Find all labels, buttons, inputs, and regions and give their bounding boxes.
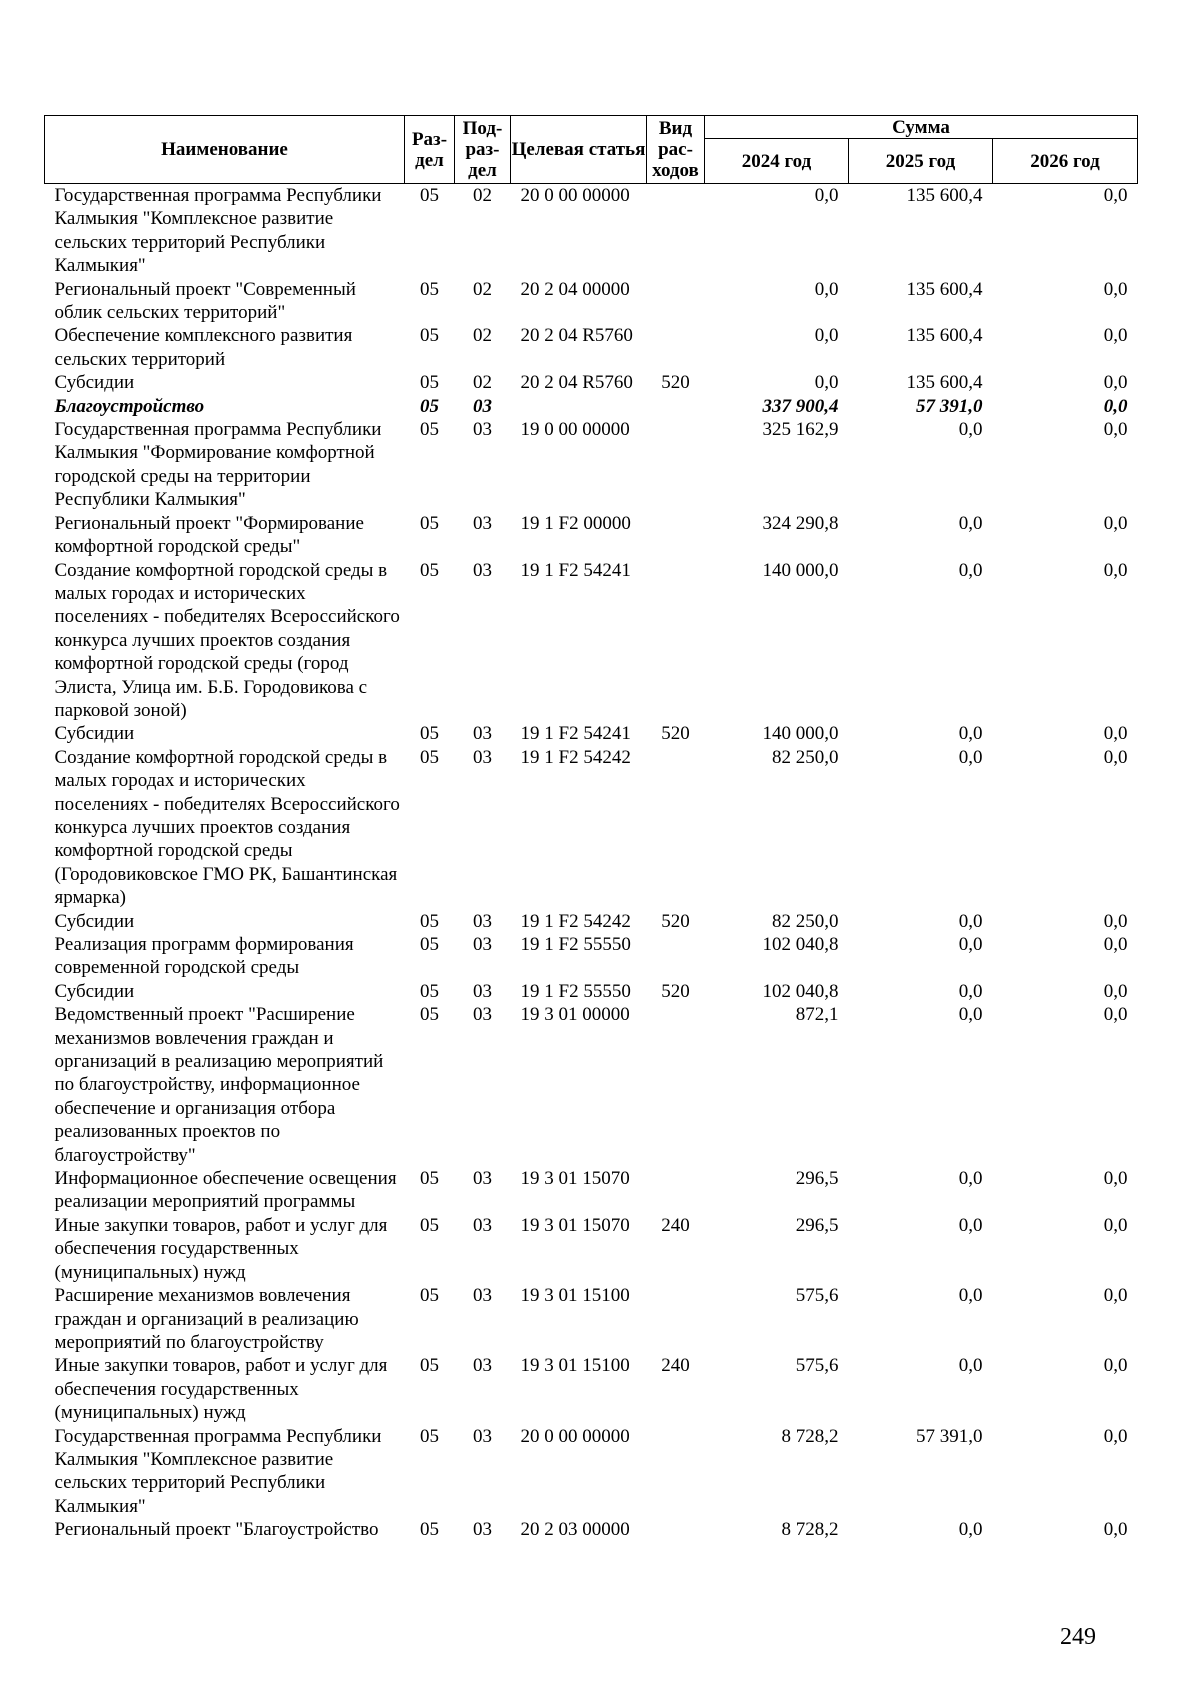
row-vid-raskhodov xyxy=(647,278,705,325)
row-sum-2026: 0,0 xyxy=(1103,746,1128,768)
row-name: Иные закупки товаров, работ и услуг для обеспечения государственных (муниципальных) нужд xyxy=(54,1214,388,1283)
row-sum-2025: 135 600,4 xyxy=(906,185,983,206)
row-sum-2026: 0,0 xyxy=(1103,419,1128,441)
header-podrazdel xyxy=(455,116,511,184)
row-name: Региональный проект "Современный облик сельских территорий" xyxy=(54,278,356,324)
row-sum-2026: 0,0 xyxy=(1103,1168,1128,1190)
row-celevaya-statya: 19 1 F2 54242 xyxy=(520,910,631,932)
table-row xyxy=(45,184,1138,278)
row-celevaya-statya: 19 1 F2 00000 xyxy=(520,512,631,534)
row-sum-2026: 0,0 xyxy=(1103,1004,1128,1026)
table-row xyxy=(45,278,1138,325)
row-celevaya-statya: 20 0 00 00000 xyxy=(520,1425,630,1447)
row-podrazdel: 03 xyxy=(473,1355,492,1377)
row-razdel: 05 xyxy=(420,1004,439,1026)
row-celevaya-statya: 20 2 04 R5760 xyxy=(520,372,633,394)
row-sum-2024: 296,5 xyxy=(795,1168,839,1190)
table-row xyxy=(45,980,1138,1003)
row-podrazdel: 03 xyxy=(473,934,492,955)
row-sum-2025: 57 391,0 xyxy=(916,1425,983,1447)
table-row xyxy=(45,1354,1138,1424)
table-row xyxy=(45,371,1138,394)
table-row xyxy=(45,324,1138,371)
table-row xyxy=(45,910,1138,933)
table-row xyxy=(45,1003,1138,1167)
row-razdel: 05 xyxy=(420,746,439,768)
row-sum-2026: 0,0 xyxy=(1103,934,1128,955)
row-name: Субсидии xyxy=(54,723,135,745)
header-podrazdel-text: Под-раз-дел xyxy=(462,118,503,181)
row-sum-2025: 0,0 xyxy=(958,723,983,745)
row-razdel: 05 xyxy=(420,395,439,417)
row-vid-raskhodov: 520 xyxy=(661,980,690,1002)
table-row xyxy=(45,1214,1138,1284)
row-sum-2026: 0,0 xyxy=(1103,372,1128,394)
table-row xyxy=(45,1284,1138,1354)
table-row xyxy=(45,559,1138,723)
row-sum-2025: 0,0 xyxy=(958,559,983,581)
header-year-2024: 2024 год xyxy=(705,139,849,184)
row-celevaya-statya: 19 3 01 00000 xyxy=(520,1004,630,1026)
row-celevaya-statya: 19 1 F2 55550 xyxy=(520,934,631,955)
row-sum-2024: 575,6 xyxy=(795,1285,839,1307)
table-header xyxy=(45,116,1138,184)
row-sum-2025: 0,0 xyxy=(958,1004,983,1026)
row-sum-2024: 0,0 xyxy=(814,185,839,206)
row-celevaya-statya: 19 3 01 15070 xyxy=(520,1214,630,1236)
row-sum-2024: 324 290,8 xyxy=(762,512,839,534)
row-podrazdel: 02 xyxy=(473,278,492,300)
row-sum-2025: 0,0 xyxy=(958,980,983,1002)
row-name: Ведомственный проект "Расширение механизмов вовлечения граждан и организаций в реализацию мероприятий по благоустройству, информационное обеспечение и организация отбора реализованных проектов по благоустройству" xyxy=(54,1004,384,1166)
row-sum-2025: 0,0 xyxy=(958,910,983,932)
row-sum-2025: 135 600,4 xyxy=(906,325,983,347)
table-row xyxy=(45,1518,1138,1541)
table-body xyxy=(45,184,1138,1542)
row-vid-raskhodov xyxy=(647,1284,705,1354)
row-razdel: 05 xyxy=(420,559,439,581)
row-razdel: 05 xyxy=(420,934,439,955)
table-row xyxy=(45,1167,1138,1214)
row-celevaya-statya: 19 3 01 15100 xyxy=(520,1285,630,1307)
row-name: Иные закупки товаров, работ и услуг для обеспечения государственных (муниципальных) нужд xyxy=(54,1355,388,1424)
row-celevaya-statya: 19 1 F2 54241 xyxy=(520,723,631,745)
row-sum-2025: 135 600,4 xyxy=(906,278,983,300)
table-row xyxy=(45,722,1138,745)
row-vid-raskhodov xyxy=(647,746,705,910)
row-celevaya-statya: 20 0 00 00000 xyxy=(520,185,630,206)
header-razdel-text: Раз-дел xyxy=(411,128,448,171)
row-name: Субсидии xyxy=(54,372,135,394)
header-razdel xyxy=(405,116,455,184)
row-podrazdel: 03 xyxy=(473,1425,492,1447)
table-row xyxy=(45,1425,1138,1519)
row-sum-2024: 8 728,2 xyxy=(781,1425,839,1447)
row-sum-2024: 82 250,0 xyxy=(772,910,839,932)
row-razdel: 05 xyxy=(420,980,439,1002)
row-sum-2024: 337 900,4 xyxy=(762,395,839,417)
row-sum-2024: 0,0 xyxy=(814,278,839,300)
row-podrazdel: 03 xyxy=(473,1214,492,1236)
row-podrazdel: 03 xyxy=(473,419,492,441)
header-name: Наименование xyxy=(45,116,405,184)
row-podrazdel: 03 xyxy=(473,980,492,1002)
row-sum-2026: 0,0 xyxy=(1103,723,1128,745)
row-celevaya-statya: 19 0 00 00000 xyxy=(520,419,630,441)
row-vid-raskhodov: 240 xyxy=(661,1355,690,1377)
row-sum-2026: 0,0 xyxy=(1103,395,1128,417)
row-razdel: 05 xyxy=(420,910,439,932)
row-name: Информационное обеспечение освещения реализации мероприятий программы xyxy=(54,1168,397,1213)
table-row xyxy=(45,418,1138,512)
row-sum-2026: 0,0 xyxy=(1103,512,1128,534)
header-summa: Сумма xyxy=(705,116,1138,139)
row-sum-2026: 0,0 xyxy=(1103,325,1128,347)
row-vid-raskhodov xyxy=(647,418,705,512)
row-podrazdel: 03 xyxy=(473,1519,492,1541)
row-vid-raskhodov: 520 xyxy=(661,723,690,745)
row-sum-2026: 0,0 xyxy=(1103,980,1128,1002)
row-sum-2024: 8 728,2 xyxy=(781,1519,839,1541)
row-sum-2026: 0,0 xyxy=(1103,185,1128,206)
row-name: Создание комфортной городской среды в малых городах и исторических поселениях - победителях Всероссийского конкурса лучших проектов создания комфортной городской среды (Городовиковское ГМО РК, Башантинская ярмарка) xyxy=(54,746,400,909)
row-sum-2025: 0,0 xyxy=(958,1214,983,1236)
row-sum-2025: 0,0 xyxy=(958,1519,983,1541)
table-row xyxy=(45,395,1138,418)
row-name: Региональный проект "Благоустройство xyxy=(54,1519,379,1541)
row-podrazdel: 03 xyxy=(473,512,492,534)
row-sum-2024: 102 040,8 xyxy=(762,934,839,955)
row-vid-raskhodov: 520 xyxy=(661,910,690,932)
row-sum-2025: 135 600,4 xyxy=(906,372,983,394)
row-sum-2025: 0,0 xyxy=(958,1285,983,1307)
row-sum-2024: 82 250,0 xyxy=(772,746,839,768)
row-sum-2025: 0,0 xyxy=(958,512,983,534)
row-sum-2025: 0,0 xyxy=(958,419,983,441)
row-podrazdel: 03 xyxy=(473,395,492,417)
row-sum-2024: 140 000,0 xyxy=(762,723,839,745)
row-razdel: 05 xyxy=(420,1425,439,1447)
header-vid-text: Вид рас-ходов xyxy=(652,118,699,181)
row-sum-2024: 0,0 xyxy=(814,325,839,347)
table-row xyxy=(45,512,1138,559)
row-sum-2026: 0,0 xyxy=(1103,1285,1128,1307)
row-vid-raskhodov xyxy=(647,1167,705,1214)
row-name: Региональный проект "Формирование комфортной городской среды" xyxy=(54,512,364,558)
row-sum-2025: 0,0 xyxy=(958,934,983,955)
row-vid-raskhodov xyxy=(647,1425,705,1519)
row-celevaya-statya: 19 1 F2 54242 xyxy=(520,746,631,768)
row-celevaya-statya: 19 3 01 15070 xyxy=(520,1168,630,1190)
row-sum-2024: 0,0 xyxy=(814,372,839,394)
row-podrazdel: 03 xyxy=(473,1004,492,1026)
row-name: Благоустройство xyxy=(54,395,205,417)
row-vid-raskhodov xyxy=(647,1003,705,1167)
row-sum-2026: 0,0 xyxy=(1103,910,1128,932)
page-number: 249 xyxy=(1060,1624,1096,1650)
table-row xyxy=(45,933,1138,980)
row-sum-2024: 296,5 xyxy=(795,1214,839,1236)
row-sum-2026: 0,0 xyxy=(1103,278,1128,300)
row-celevaya-statya: 19 1 F2 54241 xyxy=(520,559,631,581)
row-podrazdel: 02 xyxy=(473,372,492,394)
row-vid-raskhodov: 520 xyxy=(661,372,690,394)
row-vid-raskhodov xyxy=(647,933,705,980)
table-row xyxy=(45,746,1138,910)
row-sum-2024: 325 162,9 xyxy=(762,419,839,441)
row-sum-2025: 0,0 xyxy=(958,1168,983,1190)
row-razdel: 05 xyxy=(420,512,439,534)
row-celevaya-statya: 20 2 04 R5760 xyxy=(520,325,633,347)
row-celevaya-statya: 19 1 F2 55550 xyxy=(520,980,631,1002)
row-razdel: 05 xyxy=(420,325,439,347)
row-name: Субсидии xyxy=(54,910,135,932)
row-sum-2025: 0,0 xyxy=(958,746,983,768)
row-sum-2026: 0,0 xyxy=(1103,1425,1128,1447)
row-vid-raskhodov xyxy=(647,559,705,723)
row-razdel: 05 xyxy=(420,1214,439,1236)
header-celevaya: Целевая статья xyxy=(511,116,647,184)
row-sum-2024: 872,1 xyxy=(795,1004,839,1026)
header-year-2026: 2026 год xyxy=(993,139,1138,184)
budget-table xyxy=(44,115,1138,1542)
row-name: Субсидии xyxy=(54,980,135,1002)
row-vid-raskhodov xyxy=(647,512,705,559)
row-podrazdel: 03 xyxy=(473,559,492,581)
row-celevaya-statya: 20 2 04 00000 xyxy=(520,278,630,300)
row-sum-2024: 140 000,0 xyxy=(762,559,839,581)
row-sum-2026: 0,0 xyxy=(1103,559,1128,581)
row-razdel: 05 xyxy=(420,278,439,300)
row-name: Реализация программ формирования современной городской среды xyxy=(54,934,354,979)
row-podrazdel: 02 xyxy=(473,325,492,347)
row-razdel: 05 xyxy=(420,1519,439,1541)
row-sum-2025: 0,0 xyxy=(958,1355,983,1377)
row-razdel: 05 xyxy=(420,1285,439,1307)
row-sum-2026: 0,0 xyxy=(1103,1355,1128,1377)
row-podrazdel: 03 xyxy=(473,910,492,932)
row-name: Государственная программа Республики Калмыкия "Комплексное развитие сельских территорий Республики Калмыкия" xyxy=(54,1425,382,1517)
row-vid-raskhodov xyxy=(647,324,705,371)
row-name: Государственная программа Республики Калмыкия "Комплексное развитие сельских территорий Республики Калмыкия" xyxy=(54,185,382,277)
header-vid xyxy=(647,116,705,184)
row-celevaya-statya xyxy=(511,395,647,418)
header-year-2025: 2025 год xyxy=(849,139,993,184)
row-celevaya-statya: 19 3 01 15100 xyxy=(520,1355,630,1377)
row-name: Создание комфортной городской среды в малых городах и исторических поселениях - победителях Всероссийского конкурса лучших проектов создания комфортной городской среды (город Элиста, Улица им. Б.Б. Городовикова с парковой зоной) xyxy=(54,559,400,721)
row-vid-raskhodov: 240 xyxy=(661,1214,690,1236)
row-celevaya-statya: 20 2 03 00000 xyxy=(520,1519,630,1541)
row-razdel: 05 xyxy=(420,419,439,441)
row-vid-raskhodov xyxy=(647,184,705,278)
row-name: Государственная программа Республики Калмыкия "Формирование комфортной городской среды на территории Республики Калмыкия" xyxy=(54,419,382,511)
row-vid-raskhodov xyxy=(647,1518,705,1541)
row-name: Обеспечение комплексного развития сельских территорий xyxy=(54,325,353,370)
row-razdel: 05 xyxy=(420,723,439,745)
row-sum-2026: 0,0 xyxy=(1103,1519,1128,1541)
row-podrazdel: 02 xyxy=(473,185,492,206)
row-razdel: 05 xyxy=(420,1355,439,1377)
row-razdel: 05 xyxy=(420,1168,439,1190)
row-podrazdel: 03 xyxy=(473,746,492,768)
row-sum-2025: 57 391,0 xyxy=(916,395,983,417)
row-sum-2026: 0,0 xyxy=(1103,1214,1128,1236)
row-razdel: 05 xyxy=(420,372,439,394)
row-razdel: 05 xyxy=(420,185,439,206)
row-vid-raskhodov xyxy=(647,395,705,418)
row-podrazdel: 03 xyxy=(473,1285,492,1307)
row-podrazdel: 03 xyxy=(473,723,492,745)
row-name: Расширение механизмов вовлечения граждан и организаций в реализацию мероприятий по благоустройству xyxy=(54,1285,359,1353)
row-sum-2024: 575,6 xyxy=(795,1355,839,1377)
row-sum-2024: 102 040,8 xyxy=(762,980,839,1002)
row-podrazdel: 03 xyxy=(473,1168,492,1190)
